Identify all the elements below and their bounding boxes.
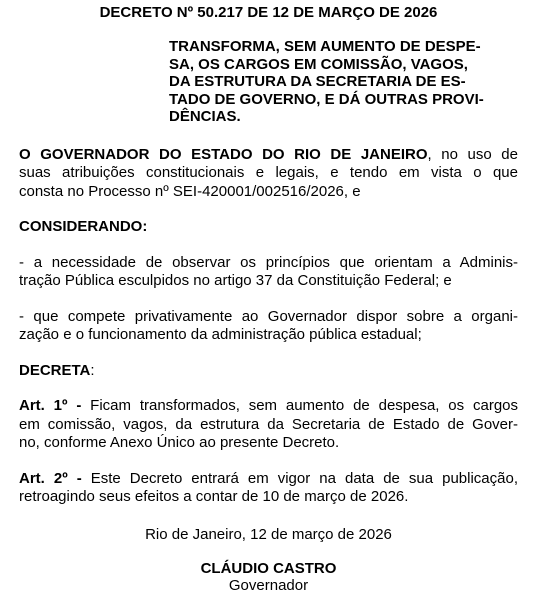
ementa-line: DA ESTRUTURA DA SECRETARIA DE ES- [169, 73, 466, 90]
decreta-label: DECRETA [19, 361, 91, 379]
place-and-date: Rio de Janeiro, 12 de março de 2026 [145, 525, 392, 543]
article-line: retroagindo seus efeitos a contar de 10 de março de 2026. [19, 488, 409, 505]
decree-title: DECRETO Nº 50.217 DE 12 DE MARÇO DE 2026 [99, 4, 438, 21]
considerando-line: - a necessidade de observar os princípios que orientam a Adminis- [19, 253, 518, 271]
preamble-text: , no uso de [427, 145, 518, 163]
article-line: no, conforme Anexo Único ao presente Decreto. [19, 434, 340, 451]
preamble-paragraph [19, 146, 518, 202]
preamble-line [19, 146, 518, 165]
considerando-item [19, 254, 518, 291]
ementa-line: TADO DE GOVERNO, E DÁ OUTRAS PROVI- [169, 90, 484, 108]
ementa-line: DÊNCIAS. [169, 108, 241, 125]
signatory-name: CLÁUDIO CASTRO [200, 559, 337, 577]
article-1 [19, 397, 518, 453]
preamble-line: consta no Processo nº SEI-420001/002516/2026, e [19, 182, 361, 200]
article-label: Art. 2º - [19, 469, 82, 487]
considerando-line: zação e o funcionamento da administração pública estadual; [19, 326, 422, 343]
authority-name: O GOVERNADOR DO ESTADO DO RIO DE JANEIRO [19, 145, 428, 163]
article-text: Ficam transformados, sem aumento de despesa, os cargos [81, 397, 519, 414]
considerando-item [19, 308, 518, 345]
article-2 [19, 470, 518, 507]
ementa-line: TRANSFORMA, SEM AUMENTO DE DESPE- [169, 38, 481, 55]
considerando-line: - que compete privativamente ao Governador dispor sobre a organi- [19, 307, 518, 325]
article-text: Este Decreto entrará em vigor na data de sua publicação, [81, 469, 518, 487]
decreta-heading [19, 362, 518, 381]
decree-ementa [169, 38, 518, 126]
signatory-role: Governador [228, 576, 309, 594]
ementa-line: SA, OS CARGOS EM COMISSÃO, VAGOS, [169, 55, 468, 73]
article-line [19, 470, 518, 489]
considerando-line: tração Pública esculpidos no artigo 37 da Constituição Federal; e [19, 272, 452, 289]
considerando-heading: CONSIDERANDO: [19, 218, 148, 235]
preamble-line: suas atribuições constitucionais e legais, e tendo em vista o que [19, 164, 518, 181]
decreta-colon: : [90, 361, 95, 379]
article-line: em comissão, vagos, da estrutura da Secretaria de Estado de Gover- [19, 415, 518, 433]
article-label: Art. 1º - [19, 397, 82, 414]
article-line [19, 397, 518, 416]
